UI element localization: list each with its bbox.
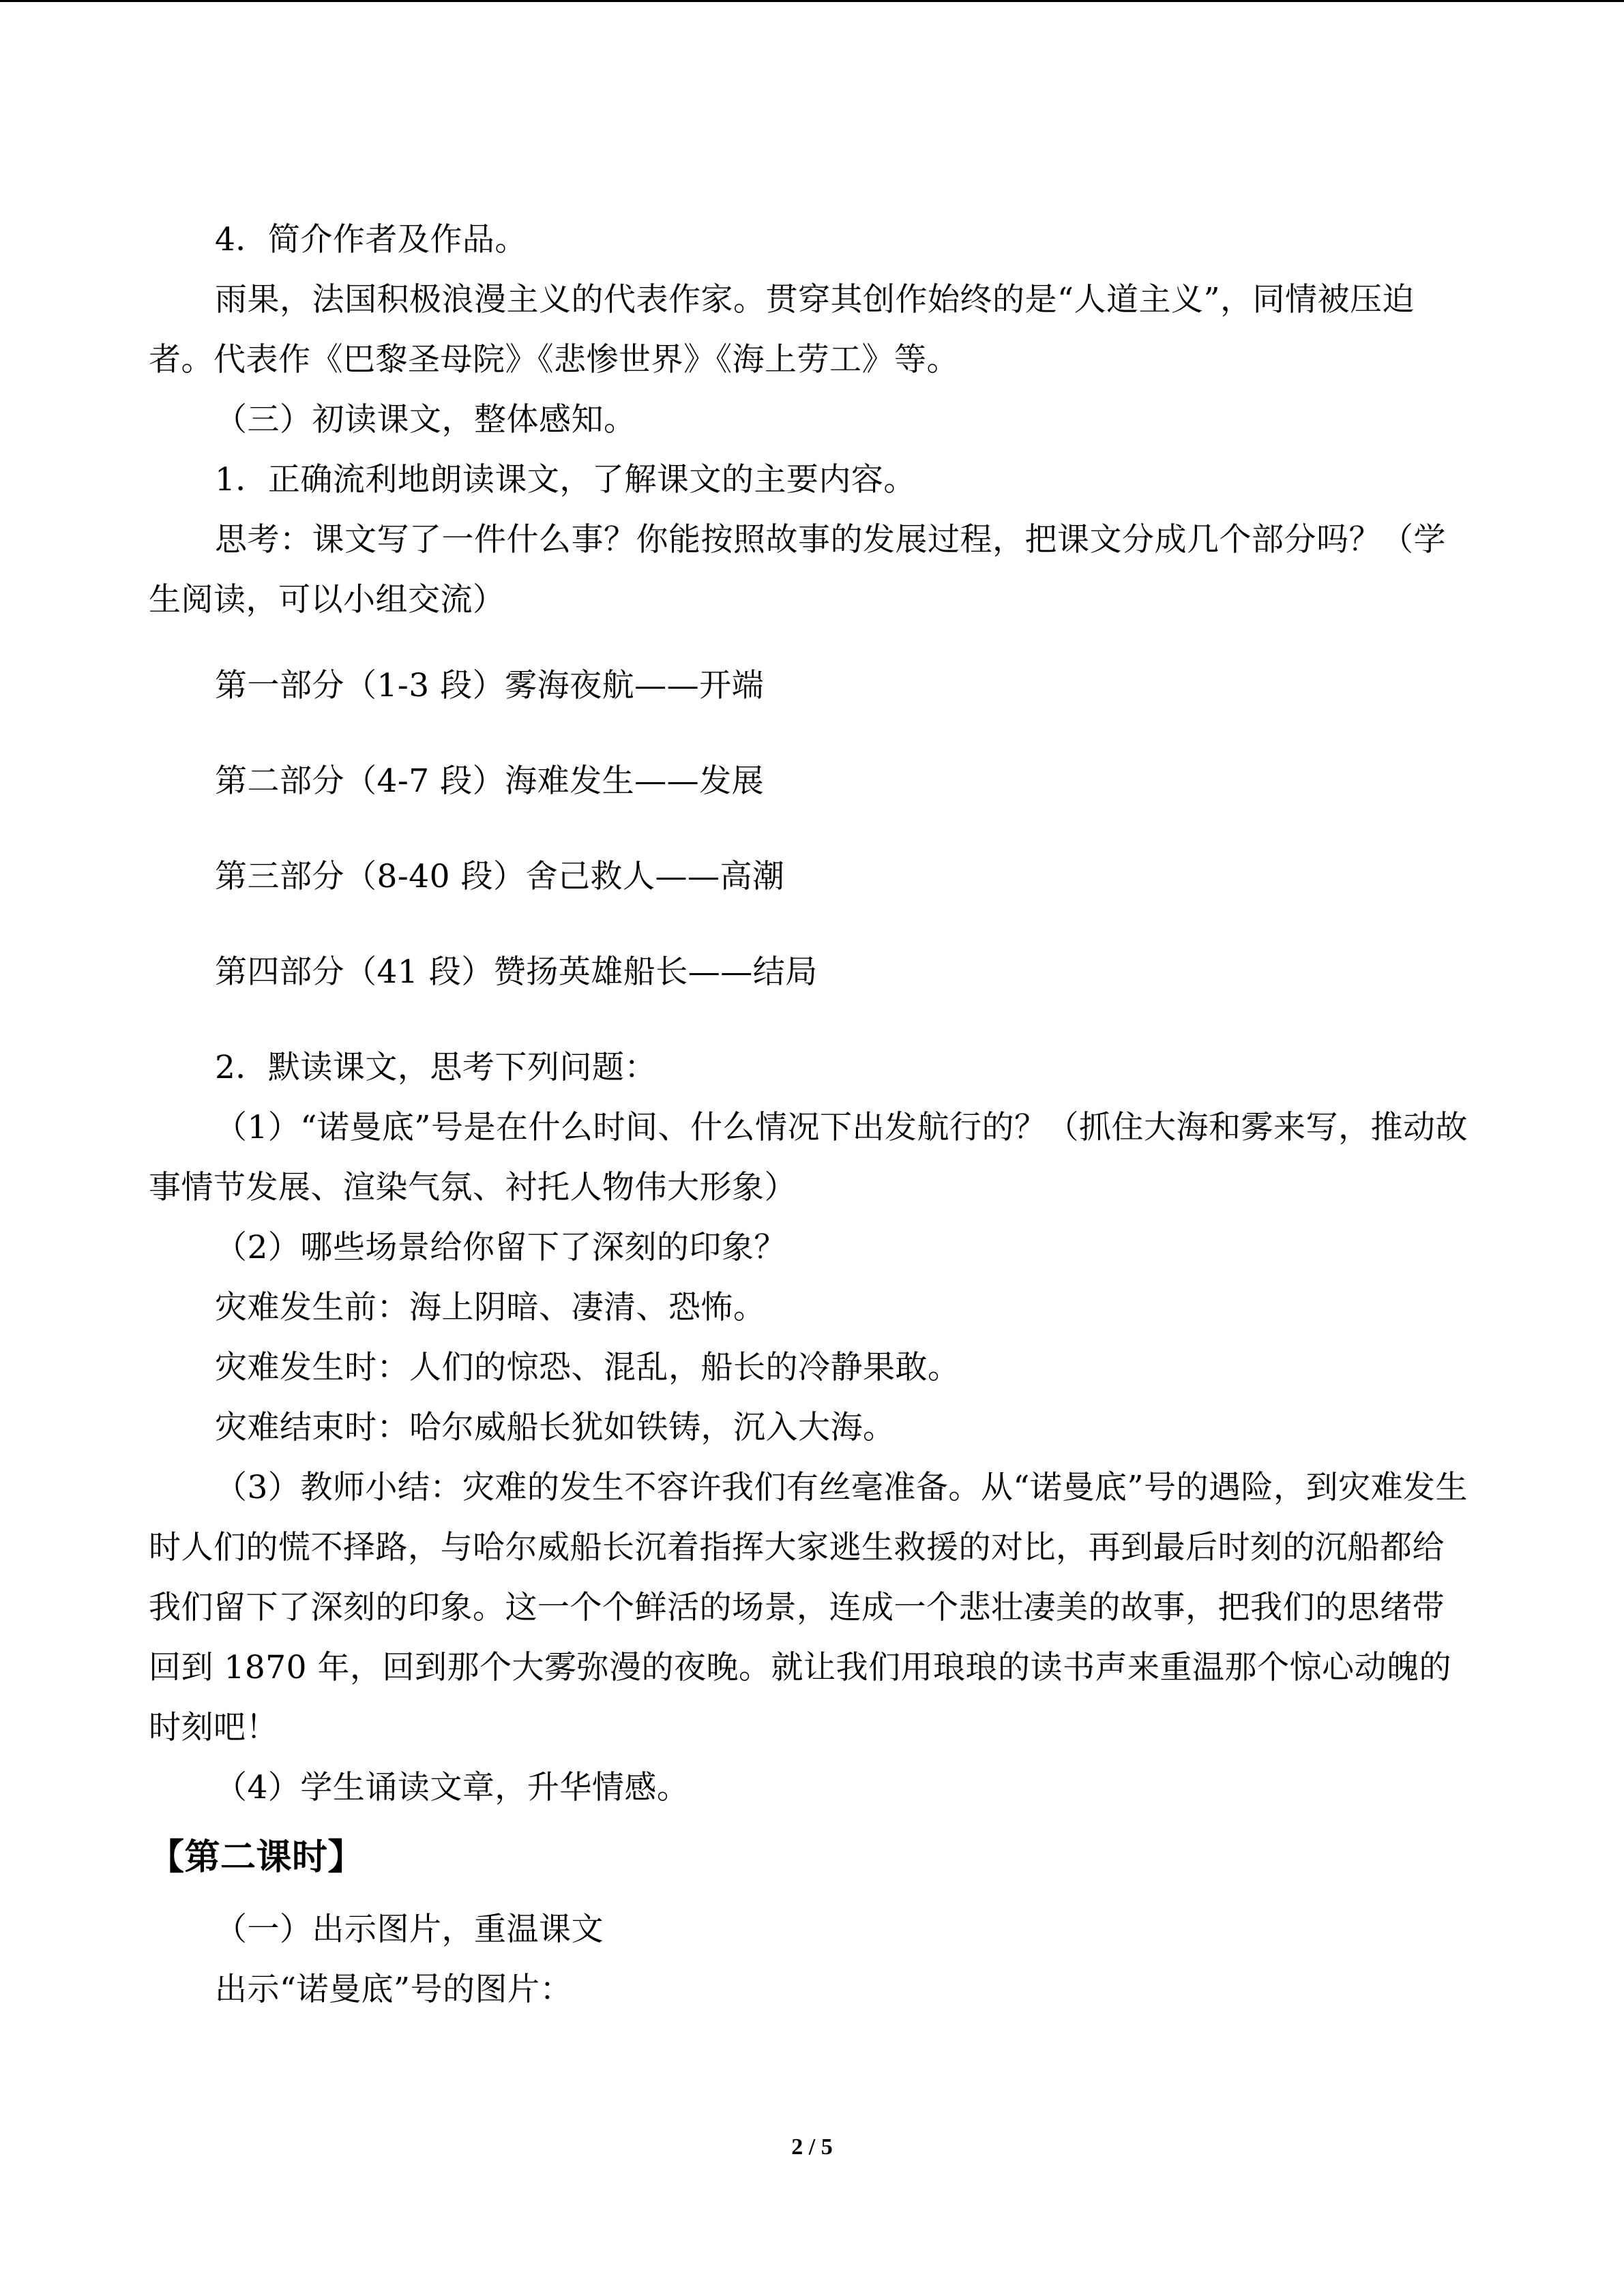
paragraph-part-two: 第二部分（4-7 段）海难发生——发展: [215, 762, 765, 800]
paragraph-part-one: 第一部分（1-3 段）雾海夜航——开端: [215, 667, 765, 704]
paragraph-normandy-picture: 出示“诺曼底”号的图片：: [215, 1971, 573, 2008]
page-number: 2 / 5: [791, 2134, 833, 2160]
paragraph-silent-reading: 2．默读课文，思考下列问题：: [215, 1049, 657, 1086]
paragraph-intro-author: 4．简介作者及作品。: [215, 221, 527, 258]
paragraph-part-three: 第三部分（8-40 段）舍己救人——高潮: [215, 858, 785, 895]
paragraph-show-pictures: （一）出示图片，重温课文: [215, 1911, 604, 1948]
paragraph-teacher-summary: （3）教师小结：灾难的发生不容许我们有丝毫准备。从“诺曼底”号的遇险，到灾难发生时人们的慌不择路，与哈尔威船长沉着指挥大家逃生救援的对比，再到最后时刻的沉船都给我们留下了深刻的印象。这一个个鲜活的场景，连成一个悲壮凄美的故事，把我们的思绪带回到 1870 年，回到那个大雾弥漫的夜晚。就让我们用琅琅的读书声来重温那个惊心动魄的时刻吧！: [149, 1469, 1468, 1746]
paragraph-read-aloud: 1．正确流利地朗读课文，了解课文的主要内容。: [215, 461, 916, 498]
paragraph-before-disaster: 灾难发生前：海上阴暗、凄清、恐怖。: [215, 1289, 766, 1326]
section-heading: 【第二课时】: [149, 1837, 364, 1878]
paragraph-after-disaster: 灾难结束时：哈尔威船长犹如铁铸，沉入大海。: [215, 1409, 896, 1446]
page-content: [149, 210, 1477, 2020]
paragraph-question-one: （1）“诺曼底”号是在什么时间、什么情况下出发航行的？（抓住大海和雾来写，推动故事情节发展、渲染气氛、衬托人物伟大形象）: [149, 1109, 1468, 1206]
paragraph-student-recitation: （4）学生诵读文章，升华情感。: [215, 1769, 690, 1806]
paragraph-question-two: （2）哪些场景给你留下了深刻的印象？: [215, 1229, 786, 1266]
paragraph-first-reading: （三）初读课文，整体感知。: [215, 401, 636, 438]
paragraph-during-disaster: 灾难发生时：人们的惊恐、混乱，船长的冷静果敢。: [215, 1349, 960, 1386]
paragraph-hugo-bio: 雨果，法国积极浪漫主义的代表作家。贯穿其创作始终的是“人道主义”，同情被压迫者。代表作《巴黎圣母院》《悲惨世界》《海上劳工》等。: [149, 281, 1415, 378]
paragraph-think: 思考：课文写了一件什么事？你能按照故事的发展过程，把课文分成几个部分吗？（学生阅读，可以小组交流）: [149, 521, 1446, 618]
paragraph-part-four: 第四部分（41 段）赞扬英雄船长——结局: [215, 953, 818, 991]
